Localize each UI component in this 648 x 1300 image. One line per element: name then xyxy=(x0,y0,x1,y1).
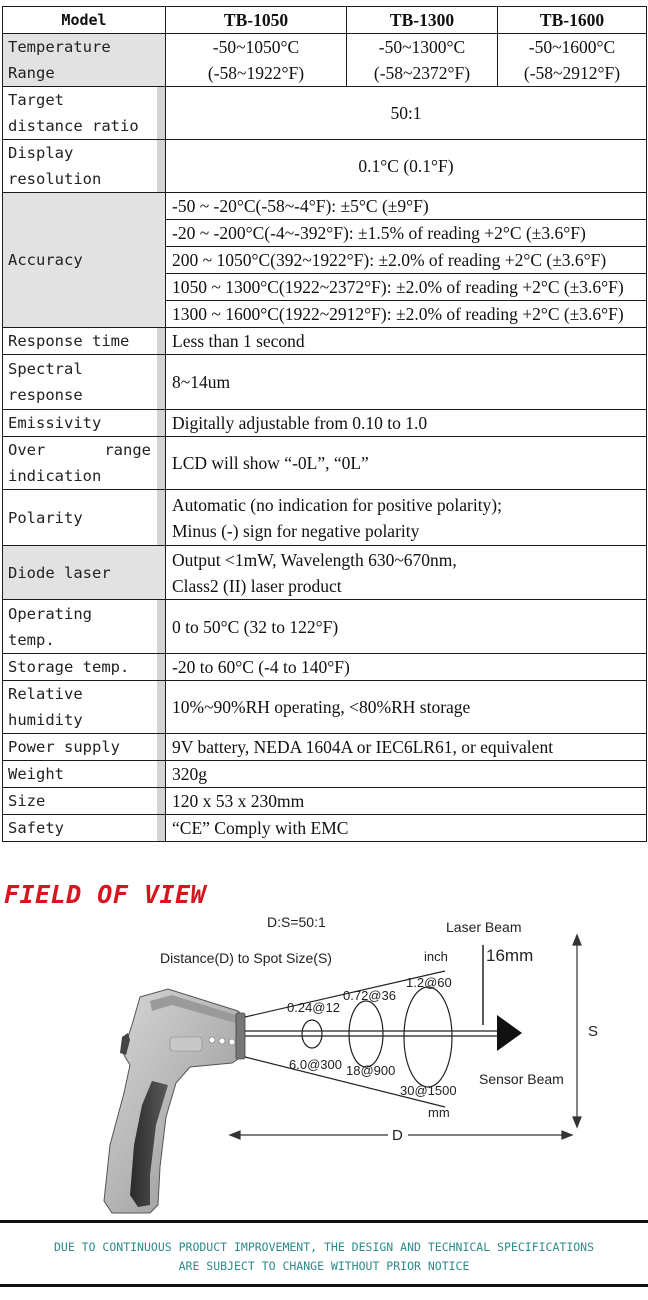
label-power-supply: Power supply xyxy=(3,734,166,761)
label-relative-humidity xyxy=(3,681,166,734)
laser-beam-label: Laser Beam xyxy=(446,919,522,935)
value-line: Output <1mW, Wavelength 630~670nm, xyxy=(172,549,457,570)
label-accuracy: Accuracy xyxy=(3,193,166,328)
label-line: Operating xyxy=(8,604,92,623)
header-tb1050: TB-1050 xyxy=(166,7,347,34)
label-safety: Safety xyxy=(3,815,166,842)
value-line: Automatic (no indication for positive polarity); xyxy=(172,494,502,515)
laser-arrowhead xyxy=(497,1015,522,1051)
row-storage-temp xyxy=(3,654,647,681)
spot-inch-3: 1.2@60 xyxy=(406,975,452,990)
row-over-range-indication xyxy=(3,437,647,490)
value-display-resolution: 0.1°C (0.1°F) xyxy=(166,140,647,193)
value-temp-tb1600 xyxy=(498,34,647,87)
laser-width-label: 16mm xyxy=(486,946,534,965)
label-polarity: Polarity xyxy=(3,490,166,546)
mm-unit-label: mm xyxy=(428,1105,450,1120)
value-line: Minus (-) sign for negative polarity xyxy=(172,520,420,541)
ds-ratio-label: D:S=50:1 xyxy=(267,914,326,930)
value-relative-humidity: 10%~90%RH operating, <80%RH storage xyxy=(166,681,647,734)
distance-caption: Distance(D) to Spot Size(S) xyxy=(160,950,332,966)
header-tb1600: TB-1600 xyxy=(498,7,647,34)
row-display-resolution xyxy=(3,140,647,193)
label-line: Target xyxy=(8,91,64,109)
value-line: -50~1600°C xyxy=(528,37,616,57)
spec-table xyxy=(2,6,647,842)
footer-line-2: ARE SUBJECT TO CHANGE WITHOUT PRIOR NOTICE xyxy=(178,1259,470,1273)
label-emissivity: Emissivity xyxy=(3,410,166,437)
value-temp-tb1050 xyxy=(166,34,347,87)
spot-ellipse-large xyxy=(404,987,452,1087)
row-polarity xyxy=(3,490,647,546)
header-row xyxy=(3,7,647,34)
row-accuracy xyxy=(3,193,647,220)
label-target-distance-ratio xyxy=(3,87,166,140)
row-emissivity xyxy=(3,410,647,437)
value-line: -50~1300°C xyxy=(378,37,466,57)
sensor-beam-label: Sensor Beam xyxy=(479,1071,564,1087)
spot-mm-3: 30@1500 xyxy=(400,1083,457,1098)
label-line: Range xyxy=(8,64,55,82)
spot-ellipse-small xyxy=(302,1020,322,1048)
label-line: resolution xyxy=(8,170,102,188)
value-temp-tb1300 xyxy=(347,34,498,87)
label-line: Temperature xyxy=(8,38,111,56)
d-dimension-label: D xyxy=(392,1127,403,1144)
spot-mm-2: 18@900 xyxy=(346,1063,396,1078)
label-line: response xyxy=(8,386,83,404)
row-weight xyxy=(3,761,647,788)
s-dimension-label: S xyxy=(588,1023,599,1040)
row-operating-temp xyxy=(3,600,647,654)
thermometer-gun-illustration xyxy=(104,989,245,1213)
value-size: 120 x 53 x 230mm xyxy=(166,788,647,815)
row-spectral-response xyxy=(3,355,647,410)
value-spectral-response: 8~14um xyxy=(166,355,647,410)
header-tb1300: TB-1300 xyxy=(347,7,498,34)
label-diode-laser: Diode laser xyxy=(3,546,166,600)
accuracy-range-3: 200 ~ 1050°C(392~1922°F): ±2.0% of reading +2°C (±3.6°F) xyxy=(166,247,647,274)
value-line: Class2 (II) laser product xyxy=(172,575,342,596)
value-polarity xyxy=(166,490,647,546)
label-line: distance ratio xyxy=(8,117,139,135)
label-display-resolution xyxy=(3,140,166,193)
spot-size-dimension xyxy=(573,935,581,1127)
accuracy-range-4: 1050 ~ 1300°C(1922~2372°F): ±2.0% of reading +2°C (±3.6°F) xyxy=(166,274,647,301)
value-emissivity: Digitally adjustable from 0.10 to 1.0 xyxy=(166,410,647,437)
footer-line-1: DUE TO CONTINUOUS PRODUCT IMPROVEMENT, THE DESIGN AND TECHNICAL SPECIFICATIONS xyxy=(53,1240,595,1254)
label-spectral-response xyxy=(3,355,166,410)
value-over-range-indication: LCD will show “-0L”, “0L” xyxy=(166,437,647,490)
label-temperature-range xyxy=(3,34,166,87)
value-weight: 320g xyxy=(166,761,647,788)
value-operating-temp: 0 to 50°C (32 to 122°F) xyxy=(166,600,647,654)
label-over-range-indication xyxy=(3,437,166,490)
header-model: Model xyxy=(3,7,166,34)
value-line: -50~1050°C xyxy=(212,37,300,57)
value-line: (-58~2912°F) xyxy=(523,63,621,83)
label-line: humidity xyxy=(8,711,83,729)
label-size: Size xyxy=(3,788,166,815)
label-line: temp. xyxy=(8,630,55,649)
row-safety xyxy=(3,815,647,842)
row-relative-humidity xyxy=(3,681,647,734)
label-line: indication xyxy=(8,467,102,485)
label-line: Relative xyxy=(8,685,83,703)
value-target-distance-ratio: 50:1 xyxy=(166,87,647,140)
accuracy-range-5: 1300 ~ 1600°C(1922~2912°F): ±2.0% of reading +2°C (±3.6°F) xyxy=(166,301,647,328)
spot-mm-1: 6.0@300 xyxy=(289,1057,342,1072)
row-target-distance-ratio xyxy=(3,87,647,140)
field-of-view-title: FIELD OF VIEW xyxy=(4,880,207,909)
row-temperature-range xyxy=(3,34,647,87)
label-line: Over range xyxy=(8,441,151,459)
footer-rule-bottom xyxy=(0,1284,648,1287)
inch-unit-label: inch xyxy=(424,949,448,964)
row-size xyxy=(3,788,647,815)
label-storage-temp: Storage temp. xyxy=(3,654,166,681)
field-of-view-diagram xyxy=(0,905,648,1220)
value-storage-temp: -20 to 60°C (-4 to 140°F) xyxy=(166,654,647,681)
value-line: (-58~1922°F) xyxy=(207,63,305,83)
value-response-time: Less than 1 second xyxy=(166,328,647,355)
footer-disclaimer xyxy=(0,1238,648,1276)
accuracy-range-1: -50 ~ -20°C(-58~-4°F): ±5°C (±9°F) xyxy=(166,193,647,220)
label-response-time: Response time xyxy=(3,328,166,355)
value-diode-laser xyxy=(166,546,647,600)
label-weight: Weight xyxy=(3,761,166,788)
label-line: Display xyxy=(8,144,74,162)
accuracy-range-2: -20 ~ -200°C(-4~-392°F): ±1.5% of reading +2°C (±3.6°F) xyxy=(166,220,647,247)
value-line: (-58~2372°F) xyxy=(373,63,471,83)
label-operating-temp xyxy=(3,600,166,654)
label-line: Spectral xyxy=(8,360,83,378)
spot-inch-1: 0.24@12 xyxy=(287,1000,340,1015)
row-power-supply xyxy=(3,734,647,761)
value-power-supply: 9V battery, NEDA 1604A or IEC6LR61, or equivalent xyxy=(166,734,647,761)
spot-inch-2: 0.72@36 xyxy=(343,988,396,1003)
row-diode-laser xyxy=(3,546,647,600)
row-response-time xyxy=(3,328,647,355)
spot-ellipse-medium xyxy=(349,1001,383,1067)
value-safety: “CE” Comply with EMC xyxy=(166,815,647,842)
footer-rule-top xyxy=(0,1220,648,1223)
